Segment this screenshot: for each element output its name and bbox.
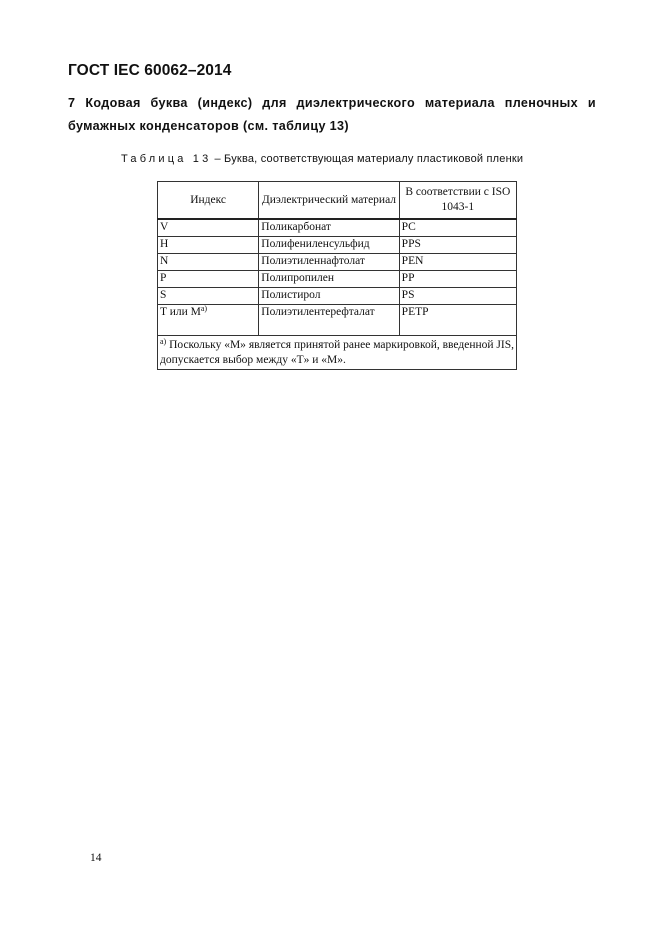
footnote-marker: a) [160, 337, 167, 346]
table-footnote [158, 336, 517, 370]
material-cell: Полифениленсульфид [259, 237, 399, 254]
table-caption-text: – Буква, соответствующая материалу пластиковой пленки [214, 153, 524, 165]
iso-cell: PC [399, 219, 516, 237]
material-cell: Полиэтилентерефталат [259, 305, 399, 336]
table-row [158, 305, 517, 336]
iso-cell: PPS [399, 237, 516, 254]
table-caption-label: Таблица 13 [121, 153, 212, 165]
index-value: T или M [160, 306, 201, 318]
section-number: 7 [68, 96, 76, 110]
material-cell: Полистирол [259, 288, 399, 305]
table-caption [121, 153, 523, 165]
section-text: Кодовая буква (индекс) для диэлектрического материала пленочных и бумажных конденсаторов (см. таблицу 13) [68, 96, 596, 133]
material-cell: Полипропилен [259, 271, 399, 288]
column-header-material: Диэлектрический материал [259, 182, 399, 220]
table-header-row [158, 182, 517, 220]
index-cell: P [158, 271, 259, 288]
footnote-reference: a) [200, 304, 208, 313]
section-paragraph [68, 92, 596, 138]
material-cell: Полиэтиленнафтолат [259, 254, 399, 271]
table-row [158, 254, 517, 271]
iso-cell: PP [399, 271, 516, 288]
index-cell: H [158, 237, 259, 254]
table-row [158, 288, 517, 305]
column-header-iso: В соответствии с ISO 1043-1 [399, 182, 516, 220]
index-cell: V [158, 219, 259, 237]
table-row [158, 271, 517, 288]
page-number: 14 [90, 852, 102, 864]
index-cell: S [158, 288, 259, 305]
table-footnote-row [158, 336, 517, 370]
footnote-text: Поскольку «M» является принятой ранее маркировкой, введенной JIS, допускается выбор между «T» и «M». [160, 339, 515, 366]
index-cell [158, 305, 259, 336]
index-cell: N [158, 254, 259, 271]
column-header-index: Индекс [158, 182, 259, 220]
iso-cell: PS [399, 288, 516, 305]
dielectric-code-table [157, 181, 517, 370]
material-cell: Поликарбонат [259, 219, 399, 237]
iso-cell: PEN [399, 254, 516, 271]
iso-cell: PETP [399, 305, 516, 336]
table-row [158, 219, 517, 237]
document-header: ГОСТ IEC 60062–2014 [68, 62, 232, 79]
table-row [158, 237, 517, 254]
